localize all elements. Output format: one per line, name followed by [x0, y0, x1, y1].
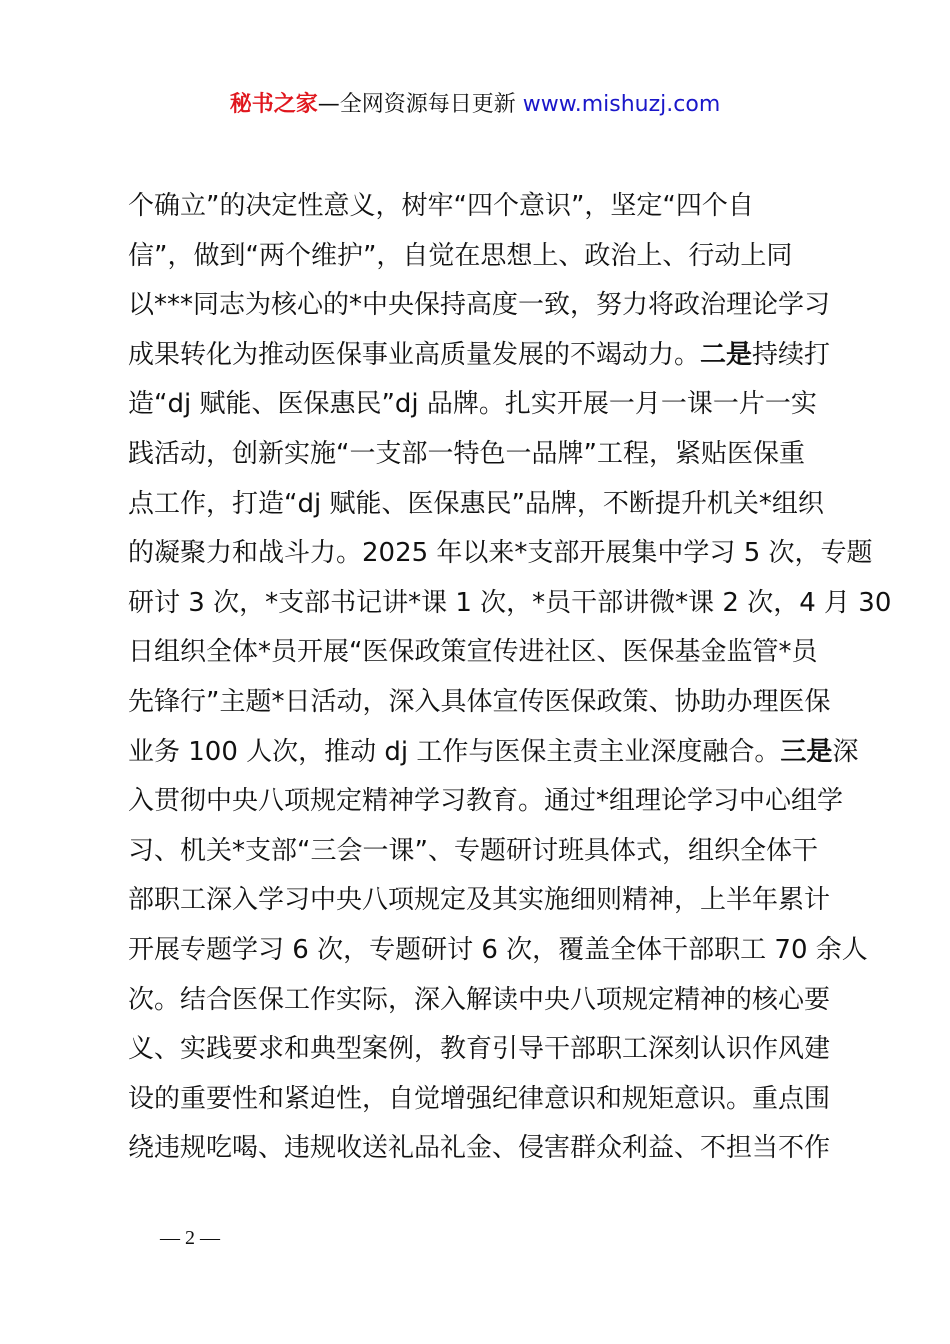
site-url-link[interactable]: www.mishuzj.com — [522, 92, 721, 117]
text-line: 成果转化为推动医保事业高质量发展的不竭动力。二是持续打 — [128, 339, 831, 370]
brand-name: 秘书之家 — [229, 92, 318, 117]
text-line: 设的重要性和紧迫性，自觉增强纪律意识和规矩意识。重点围 — [128, 1083, 831, 1114]
page-number: — 2 — — [160, 1227, 220, 1249]
text-line: 开展专题学习 6 次，专题研讨 6 次，覆盖全体干部职工 70 余人 — [128, 934, 868, 965]
text-line: 部职工深入学习中央八项规定及其实施细则精神，上半年累计 — [128, 885, 831, 916]
text-line: 日组织全体*员开展“医保政策宣传进社区、医保基金监管*员 — [128, 637, 818, 668]
text-line: 研讨 3 次，*支部书记讲*课 1 次，*员干部讲微*课 2 次，4 月 30 — [128, 587, 892, 618]
text-line: 习、机关*支部“三会一课”、专题研讨班具体式，组织全体干 — [128, 835, 818, 866]
text-line: 义、实践要求和典型案例，教育引导干部职工深刻认识作风建 — [128, 1034, 831, 1065]
section-marker-two: 二是 — [700, 339, 753, 370]
text-line: 点工作，打造“dj 赋能、医保惠民”品牌，不断提升机关*组织 — [128, 488, 824, 519]
text-line: 绕违规吃喝、违规收送礼品礼金、侵害群众利益、不担当不作 — [128, 1133, 831, 1164]
header-tagline: —全网资源每日更新 — [317, 92, 516, 117]
text-line: 业务 100 人次，推动 dj 工作与医保主责主业深度融合。三是深 — [128, 736, 859, 767]
text-line: 先锋行”主题*日活动，深入具体宣传医保政策、协助办理医保 — [128, 686, 831, 717]
section-marker-three: 三是 — [780, 736, 833, 767]
text-line: 造“dj 赋能、医保惠民”dj 品牌。扎实开展一月一课一片一实 — [128, 389, 817, 420]
text-line: 的凝聚力和战斗力。2025 年以来*支部开展集中学习 5 次，专题 — [128, 538, 873, 569]
text-line: 入贯彻中央八项规定精神学习教育。通过*组理论学习中心组学 — [128, 786, 844, 817]
text-line: 次。结合医保工作实际，深入解读中央八项规定精神的核心要 — [128, 984, 831, 1015]
text-line: 个确立”的决定性意义，树牢“四个意识”，坚定“四个自 — [128, 191, 754, 221]
site-header — [0, 90, 950, 120]
document-body — [128, 182, 892, 1174]
text-line: 以***同志为核心的*中央保持高度一致，努力将政治理论学习 — [128, 290, 831, 321]
text-line: 信”，做到“两个维护”，自觉在思想上、政治上、行动上同 — [128, 240, 793, 271]
text-line: 践活动，创新实施“一支部一特色一品牌”工程，紧贴医保重 — [128, 438, 805, 469]
